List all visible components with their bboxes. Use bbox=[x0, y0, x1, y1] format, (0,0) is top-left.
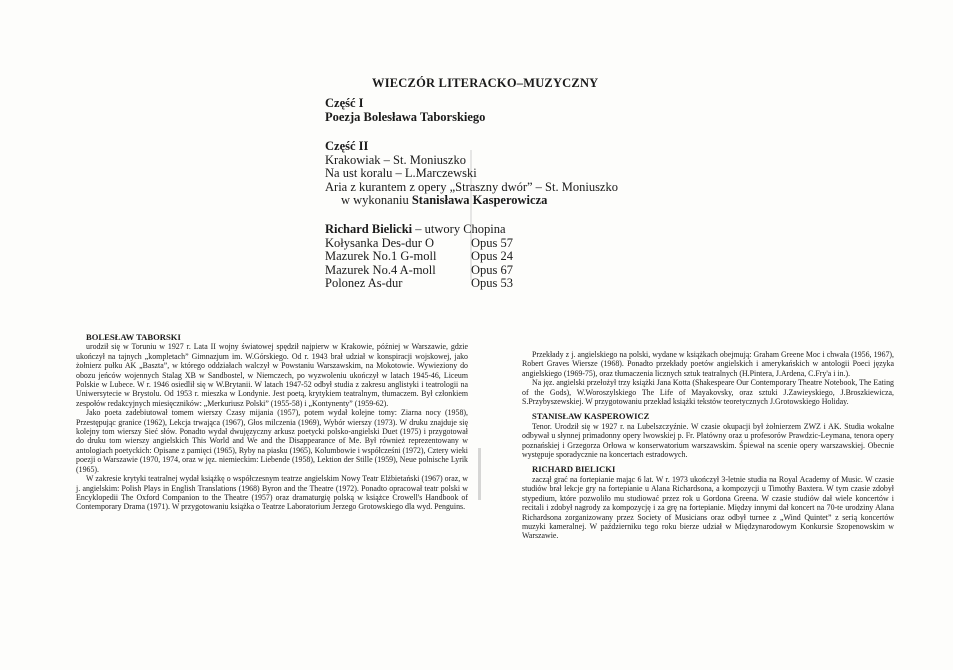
piece-row bbox=[325, 277, 513, 291]
part-2-label: Część II bbox=[325, 139, 369, 153]
recital-heading bbox=[325, 223, 513, 237]
chopin-recital bbox=[325, 223, 513, 291]
right-bio-column bbox=[522, 350, 894, 541]
piece-name: Mazurek No.4 A-moll bbox=[325, 262, 436, 277]
bio-heading-bielicki: RICHARD BIELICKI bbox=[532, 464, 616, 475]
piece-name: Polonez As-dur bbox=[325, 276, 403, 291]
piece-name: Kołysanka Des-dur O bbox=[325, 235, 435, 250]
performer-name: Stanisława Kasperowicza bbox=[411, 193, 548, 208]
piece-opus: Opus 24 bbox=[471, 249, 514, 264]
piece-opus: Opus 53 bbox=[471, 276, 514, 291]
bio-paragraph: urodził się w Toruniu w 1927 r. Lata II wojny światowej spędził najpierw w Krakowie, później w Warszawie, gdzie ukończył na tajnych „kompletach” Gimnazjum im. W.Górskiego. Od r. 1943 brał udział w konspiracji wojskowej, jako żołnierz pułku AK „Baszta”, w którego oddziałach walczył w Powstaniu Warszawskim, na Mokotowie. Wywieziony do obozu jeńców wojennych Stalag XB w Sandbostel, w Niemczech, po wyzwoleniu ukończył w latach 1945-46, Liceum Polskie w Lubece. W r. 1946 osiedlił się w W.Brytanii. W latach 1947-52 odbył studia z zakresu anglistyki i teatrologii na Uniwersytecie w Brystolu. Od 1953 r. mieszka w Londynie. Jest poetą, krytykiem teatralnym, tłumaczem. Był członkiem zespołów redakcyjnych miesięczników: „Merkuriusz Polski” (1955-58) i „Kontynenty” (1959-62). bbox=[76, 342, 468, 408]
recital-pianist: Richard Bielicki bbox=[325, 222, 413, 236]
piece-row bbox=[325, 264, 513, 278]
bio-paragraph: Na jęz. angielski przełożył trzy książki Jana Kotta (Shakespeare Our Contemporary Theatre Notebook, The Eating of the Gods), W.Woroszylskiego The Life of Mayakovsky, oraz sztuki J.Zawieyskiego, J.Broszkiewicza, S.Przybyszewskiej. W przygotowaniu przekład książki tekstów teoretycznych J.Grotowskiego Holiday. bbox=[522, 378, 894, 407]
part-1-poetry: Poezja Bolesława Taborskiego bbox=[325, 109, 486, 124]
piece-row bbox=[325, 237, 513, 251]
page-fold-mark bbox=[478, 448, 481, 500]
bio-paragraph: zaczął grać na fortepianie mając 6 lat. W r. 1973 ukończył 3-letnie studia na Royal Academy of Music. W czasie studiów brał lekcje gry na fortepianie u Alana Richardsona, a kompozycji u Timothy Baxtera. W tym czasie zdobył stypedium, które pozwoliło mu studiować przez rok u Gordona Greena. W czasie studiów dał wiele koncertów i recitali i zdobył nagrody za kompozycję i za grę na fortepianie. Między innymi dał koncert na 70-te urodziny Alana Richardsona zorganizowany przez Society of Musicians oraz odbył turnee z „Wind Quintet” z serią koncertów muzyki kameralnej. W październiku tego roku bierze udział w Międzynarodowym Konkursie Szopenowskim w Warszawie. bbox=[522, 474, 894, 541]
piece-opus: Opus 57 bbox=[471, 235, 514, 250]
piece-opus: Opus 67 bbox=[471, 262, 514, 277]
program-part-1 bbox=[325, 97, 485, 124]
song-item: Aria z kurantem z opery „Straszny dwór” – St. Moniuszko bbox=[325, 179, 618, 194]
performed-by-prefix: w wykonaniu bbox=[341, 193, 409, 208]
part-1-label: Część I bbox=[325, 96, 364, 110]
song-item: Krakowiak – St. Moniuszko bbox=[325, 152, 466, 167]
bio-heading-taborski: BOLESŁAW TABORSKI bbox=[86, 332, 181, 342]
piece-row bbox=[325, 250, 513, 264]
bio-paragraph: W zakresie krytyki teatralnej wydał książkę o współczesnym teatrze angielskim Nowy Teatr Elżbietański (1967) oraz, w j. angielskim: Polish Plays in English Translations (1968) Byron and the Theatre (1972). Ponadto opracował teatr polski w Encyklopedii The Oxford Companion to the Theatre (1957) oraz dramaturgię polską w książce Crowell's Handbook of Contemporary Drama (1971). W przygotowaniu książka o Teatrze Laboratorium Jerzego Grotowskiego dla wyd. Penguins. bbox=[76, 474, 468, 512]
performer-line bbox=[325, 194, 618, 208]
song-item: Na ust koralu – L.Marczewski bbox=[325, 166, 477, 181]
left-bio-column bbox=[76, 333, 468, 512]
bio-paragraph: Przekłady z j. angielskiego na polski, wydane w książkach obejmują: Graham Greene Moc i chwała (1956, 1967), Robert Graves Wiersze (1968). Ponadto przekłady poetów angielskich i amerykańskich w antologii Poeci języka angielskiego (1969-75), oraz tłumaczenia licznych sztuk teatralnych (H.Pintera, J.Ardena, C.Fry'a i in.). bbox=[522, 350, 894, 378]
program-part-2 bbox=[325, 140, 618, 208]
bio-paragraph: Jako poeta zadebiutował tomem wierszy Czasy mijania (1957), potem wydał kolejne tomy: Ziarna nocy (1958), Przestępując granice (1962), Lekcja trwająca (1967), Głos milczenia (1969), Wybór wierszy (1973). W druku znajduje się kolejny tom wierszy Sieć słów. Ponadto wydał dwujęzyczny arkusz poetycki polsko-angielski Duet (1975) i przygotował do druku tom wierszy angielskich This World and We and the Disappearance of Me. Był również reprezentowany w antologiach poetyckich: Opisane z pamięci (1965), Ryby na piasku (1965), Kolumbowie i współcześni (1972), Cztery wieki poezji o Warszawie (1970, 1974, oraz w jęz. niemieckim: Liebende (1958), Lektion der Stille (1959), Neue polnische Lyrik (1965). bbox=[76, 408, 468, 474]
program-title: WIECZÓR LITERACKO–MUZYCZNY bbox=[372, 76, 599, 90]
recital-rest: – utwory Chopina bbox=[415, 222, 506, 236]
piece-name: Mazurek No.1 G-moll bbox=[325, 249, 437, 264]
bio-heading-kasperowicz: STANISŁAW KASPEROWICZ bbox=[532, 411, 650, 422]
bio-paragraph: Tenor. Urodził się w 1927 r. na Lubelszczyźnie. W czasie okupacji był żołnierzem ZWZ i AK. Studia wokalne odbywał u słynnej primadonny opery lwowskiej p. Fr. Platówny oraz u profesorów Prawdzic-Leymana, tenora opery poznańskiej i Grzegorza Orłowa w konserwatorium warszawskim. Śpiewał na scenie opery warszawskiej. Obecnie występuje sporadycznie na koncertach estradowych. bbox=[522, 421, 894, 460]
